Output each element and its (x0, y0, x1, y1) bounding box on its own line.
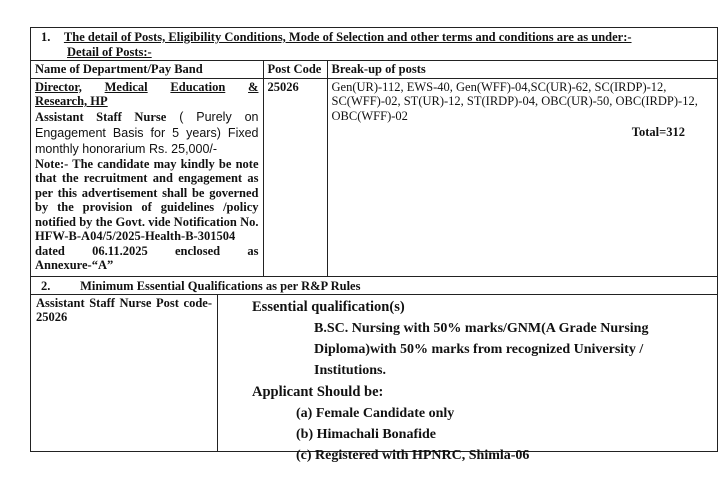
posts-table (31, 61, 717, 276)
department-cell (31, 78, 263, 276)
post-basis: ( Purely on Engagement Basis for 5 years) Fixed monthly honorarium Rs. 25,000/- (35, 109, 259, 156)
section-1 (30, 27, 718, 277)
qualification-body (31, 295, 717, 463)
applicant-heading: Applicant Should be: (252, 383, 384, 400)
department-name-line1: Director, Medical Education & (35, 79, 259, 94)
qualification-post: Assistant Staff Nurse Post code-25026 (31, 295, 218, 451)
header-breakup: Break-up of posts (327, 61, 717, 78)
header-post-code: Post Code (263, 61, 327, 78)
posts-subtitle-text: Detail of Posts:- (67, 45, 152, 59)
document-page (30, 27, 718, 463)
section-1-number: 1. (41, 30, 51, 44)
posts-subtitle (31, 45, 717, 61)
essential-heading: Essential qualification(s) (252, 298, 405, 315)
section-2-heading (31, 277, 717, 295)
condition-bonafide: (b) Himachali Bonafide (296, 426, 437, 442)
section-2-number: 2. (41, 278, 51, 293)
post-name: Assistant Staff Nurse (35, 109, 167, 124)
section-2-title: Minimum Essential Qualifications as per R&P Rules (80, 278, 361, 293)
total-posts: Total=312 (631, 125, 685, 139)
header-department: Name of Department/Pay Band (31, 61, 263, 78)
essential-detail: B.SC. Nursing with 50% marks/GNM(A Grade Nursing Diploma)with 50% marks from recognized University / Institutions. (314, 320, 649, 378)
department-name-line2: Research, HP (35, 94, 108, 108)
condition-registered: (c) Registered with HPNRC, Shimla-06 (296, 447, 530, 463)
qualification-details (218, 295, 717, 463)
section-1-title: The detail of Posts, Eligibility Conditions, Mode of Selection and other terms and conditions are as under:- (63, 30, 632, 44)
posts-table-header (31, 61, 717, 78)
breakup-cell (327, 78, 717, 276)
section-2 (30, 277, 718, 463)
condition-female: (a) Female Candidate only (296, 405, 455, 421)
section-1-heading (31, 28, 717, 45)
recruitment-note: Note:- The candidate may kindly be note that the recruitment and engagement as per this advertisement shall be governed by the provision of guidelines /policy notified by the Govt. vide Notification No. HFW-B-A04/5/2025-Health-B-301504 dated 06.11.2025 enclosed as Annexure-“A” (35, 156, 259, 272)
post-code-cell: 25026 (263, 78, 327, 276)
post-description (35, 109, 259, 157)
breakup-text: Gen(UR)-112, EWS-40, Gen(WFF)-04,SC(UR)-62, SC(IRDP)-12, SC(WFF)-02, ST(UR)-12, ST(IRDP)-04, OBC(UR)-50, OBC(IRDP)-12, OBC(WFF)-02 (331, 79, 698, 123)
table-row (31, 78, 717, 276)
